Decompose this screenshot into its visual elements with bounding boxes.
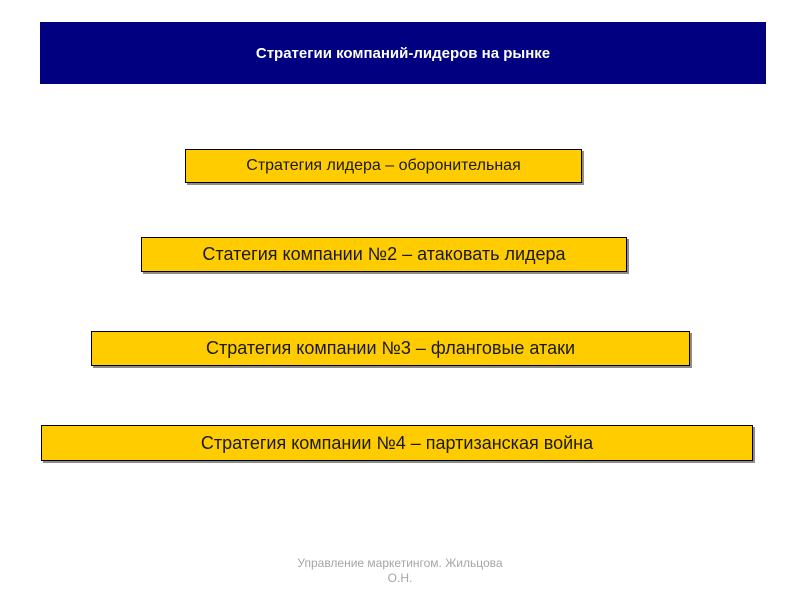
- slide-title: Стратегии компаний-лидеров на рынке: [255, 44, 551, 62]
- footer-author: [270, 556, 530, 586]
- strategy-leader-box: Стратегия лидера – оборонительная: [185, 149, 582, 183]
- strategy-company-3-box: Стратегия компании №3 – фланговые атаки: [91, 331, 690, 366]
- strategy-company-2-box: Статегия компании №2 – атаковать лидера: [141, 237, 627, 272]
- footer-line-2: О.Н.: [387, 571, 413, 585]
- strategy-company-4-box: Стратегия компании №4 – партизанская война: [41, 425, 753, 461]
- footer-line-1: Управление маркетингом. Жильцова: [297, 556, 503, 570]
- title-banner: [40, 22, 766, 84]
